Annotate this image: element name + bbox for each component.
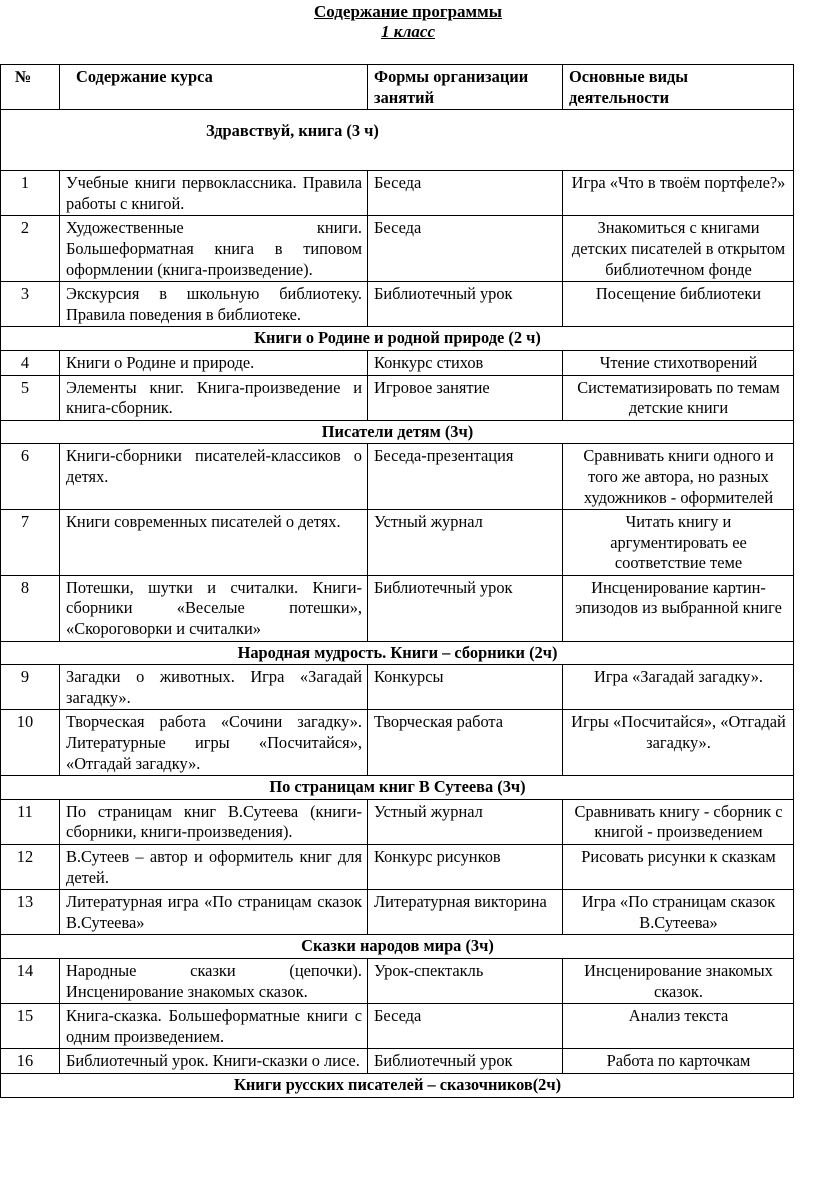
header-content: Содержание курса bbox=[60, 65, 368, 110]
table-row bbox=[1, 958, 794, 1003]
table-row bbox=[1, 216, 794, 282]
row-activity: Работа по карточкам bbox=[563, 1049, 794, 1074]
row-form: Устный журнал bbox=[368, 799, 563, 844]
row-number: 16 bbox=[1, 1049, 60, 1074]
row-content: Экскурсия в школьную библиотеку. Правила поведения в библиотеке. bbox=[60, 282, 368, 327]
row-content: Загадки о животных. Игра «Загадай загадку». bbox=[60, 665, 368, 710]
row-number: 4 bbox=[1, 350, 60, 375]
row-content: Книги современных писателей о детях. bbox=[60, 510, 368, 576]
section-title: Писатели детям (3ч) bbox=[1, 420, 794, 444]
row-content: В.Сутеев – автор и оформитель книг для детей. bbox=[60, 845, 368, 890]
row-number: 12 bbox=[1, 845, 60, 890]
row-content: Книги о Родине и природе. bbox=[60, 350, 368, 375]
row-content: Народные сказки (цепочки). Инсценирование знакомых сказок. bbox=[60, 958, 368, 1003]
program-table bbox=[0, 64, 794, 1098]
row-activity: Посещение библиотеки bbox=[563, 282, 794, 327]
section-title: Сказки народов мира (3ч) bbox=[1, 935, 794, 959]
row-form: Беседа bbox=[368, 1004, 563, 1049]
row-number: 6 bbox=[1, 444, 60, 510]
row-activity: Игра «По страницам сказок В.Сутеева» bbox=[563, 890, 794, 935]
row-activity: Рисовать рисунки к сказкам bbox=[563, 845, 794, 890]
row-form: Игровое занятие bbox=[368, 375, 563, 420]
row-content: По страницам книг В.Сутеева (книги-сборники, книги-произведения). bbox=[60, 799, 368, 844]
section-row bbox=[1, 641, 794, 665]
row-activity: Инсценирование картин-эпизодов из выбранной книге bbox=[563, 575, 794, 641]
row-activity: Знакомиться с книгами детских писателей в открытом библиотечном фонде bbox=[563, 216, 794, 282]
row-form: Творческая работа bbox=[368, 710, 563, 776]
row-form: Литературная викторина bbox=[368, 890, 563, 935]
row-form: Библиотечный урок bbox=[368, 575, 563, 641]
row-form: Конкурсы bbox=[368, 665, 563, 710]
row-activity: Игры «Посчитайся», «Отгадай загадку». bbox=[563, 710, 794, 776]
row-activity: Игра «Что в твоём портфеле?» bbox=[563, 171, 794, 216]
section-row bbox=[1, 935, 794, 959]
row-form: Конкурс рисунков bbox=[368, 845, 563, 890]
section-row bbox=[1, 776, 794, 800]
row-number: 5 bbox=[1, 375, 60, 420]
table-row bbox=[1, 444, 794, 510]
row-number: 14 bbox=[1, 958, 60, 1003]
page-subtitle: 1 класс bbox=[380, 22, 436, 41]
row-content: Книга-сказка. Большеформатные книги с одним произведением. bbox=[60, 1004, 368, 1049]
section-title: Книги русских писателей – сказочников(2ч) bbox=[1, 1073, 794, 1097]
table-row bbox=[1, 1004, 794, 1049]
row-form: Библиотечный урок bbox=[368, 282, 563, 327]
title-block bbox=[0, 0, 816, 64]
section-row bbox=[1, 420, 794, 444]
row-number: 10 bbox=[1, 710, 60, 776]
header-activities: Основные виды деятельности bbox=[563, 65, 794, 110]
section-row bbox=[1, 1073, 794, 1097]
table-row bbox=[1, 710, 794, 776]
row-number: 8 bbox=[1, 575, 60, 641]
table-row bbox=[1, 1049, 794, 1074]
row-form: Урок-спектакль bbox=[368, 958, 563, 1003]
section-title: Народная мудрость. Книги – сборники (2ч) bbox=[1, 641, 794, 665]
table-row bbox=[1, 350, 794, 375]
row-activity: Сравнивать книгу - сборник с книгой - произведением bbox=[563, 799, 794, 844]
row-form: Беседа bbox=[368, 171, 563, 216]
row-content: Элементы книг. Книга-произведение и книга-сборник. bbox=[60, 375, 368, 420]
row-content: Книги-сборники писателей-классиков о детях. bbox=[60, 444, 368, 510]
row-activity: Игра «Загадай загадку». bbox=[563, 665, 794, 710]
section-title: По страницам книг В Сутеева (3ч) bbox=[1, 776, 794, 800]
row-activity: Сравнивать книги одного и того же автора, но разных художников - оформителей bbox=[563, 444, 794, 510]
section-row bbox=[1, 110, 794, 171]
row-number: 3 bbox=[1, 282, 60, 327]
section-title: Книги о Родине и родной природе (2 ч) bbox=[1, 327, 794, 351]
section-row bbox=[1, 327, 794, 351]
row-form: Беседа bbox=[368, 216, 563, 282]
row-number: 7 bbox=[1, 510, 60, 576]
row-number: 11 bbox=[1, 799, 60, 844]
row-form: Конкурс стихов bbox=[368, 350, 563, 375]
table-body bbox=[1, 110, 794, 1097]
row-form: Беседа-презентация bbox=[368, 444, 563, 510]
table-row bbox=[1, 171, 794, 216]
row-activity: Систематизировать по темам детские книги bbox=[563, 375, 794, 420]
table-row bbox=[1, 799, 794, 844]
row-number: 13 bbox=[1, 890, 60, 935]
header-forms: Формы организации занятий bbox=[368, 65, 563, 110]
table-row bbox=[1, 845, 794, 890]
row-content: Художественные книги. Большеформатная книга в типовом оформлении (книга-произведение). bbox=[60, 216, 368, 282]
table-row bbox=[1, 282, 794, 327]
row-number: 2 bbox=[1, 216, 60, 282]
row-number: 1 bbox=[1, 171, 60, 216]
table-row bbox=[1, 510, 794, 576]
row-number: 9 bbox=[1, 665, 60, 710]
row-number: 15 bbox=[1, 1004, 60, 1049]
header-num: № bbox=[1, 65, 60, 110]
table-row bbox=[1, 575, 794, 641]
row-content: Творческая работа «Сочини загадку». Литературные игры «Посчитайся», «Отгадай загадку». bbox=[60, 710, 368, 776]
row-activity: Анализ текста bbox=[563, 1004, 794, 1049]
table-row bbox=[1, 665, 794, 710]
section-title: Здравствуй, книга (3 ч) bbox=[1, 110, 794, 171]
row-form: Устный журнал bbox=[368, 510, 563, 576]
page-title: Содержание программы bbox=[314, 2, 502, 21]
row-content: Потешки, шутки и считалки. Книги-сборники «Веселые потешки», «Скороговорки и считалки» bbox=[60, 575, 368, 641]
row-content: Литературная игра «По страницам сказок В.Сутеева» bbox=[60, 890, 368, 935]
row-activity: Чтение стихотворений bbox=[563, 350, 794, 375]
row-form: Библиотечный урок bbox=[368, 1049, 563, 1074]
row-activity: Инсценирование знакомых сказок. bbox=[563, 958, 794, 1003]
table-row bbox=[1, 375, 794, 420]
header-row bbox=[1, 65, 794, 110]
row-content: Библиотечный урок. Книги-сказки о лисе. bbox=[60, 1049, 368, 1074]
row-content: Учебные книги первоклассника. Правила работы с книгой. bbox=[60, 171, 368, 216]
row-activity: Читать книгу и аргументировать ее соответствие теме bbox=[563, 510, 794, 576]
table-row bbox=[1, 890, 794, 935]
